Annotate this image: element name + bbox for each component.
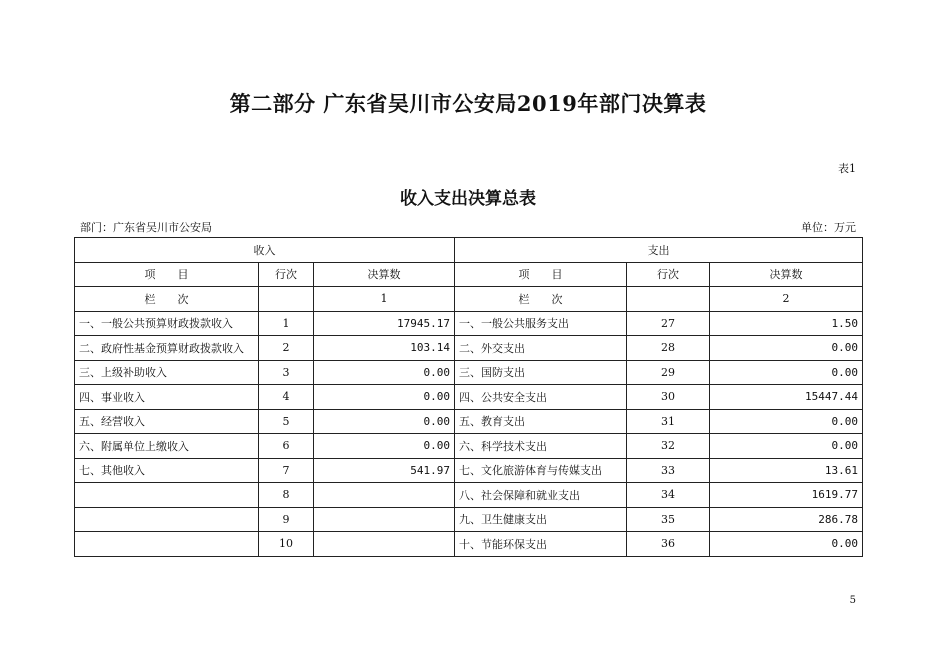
table-row [75, 385, 863, 410]
expense-rowno-cell: 32 [627, 434, 710, 459]
income-amount-cell: 0.00 [314, 360, 455, 385]
income-column-index: 1 [314, 287, 455, 312]
income-amount-cell: 17945.17 [314, 311, 455, 336]
income-amount-cell [314, 532, 455, 557]
income-amount-cell: 0.00 [314, 385, 455, 410]
page-number: 5 [849, 595, 856, 606]
expense-amount-cell: 15447.44 [710, 385, 863, 410]
income-lanci-label: 栏 次 [75, 287, 259, 312]
expense-lanci-label: 栏 次 [455, 287, 627, 312]
column-index-row [75, 287, 863, 312]
income-rowno-cell: 2 [259, 336, 314, 361]
expense-item-cell: 二、外交支出 [455, 336, 627, 361]
expense-amount-cell: 0.00 [710, 336, 863, 361]
table-row [75, 360, 863, 385]
group-header-row [75, 238, 863, 263]
income-item-cell: 六、附属单位上缴收入 [75, 434, 259, 459]
expense-group-header: 支出 [455, 238, 863, 263]
expense-item-cell: 八、社会保障和就业支出 [455, 483, 627, 508]
table-number: 表1 [838, 162, 856, 175]
income-rowno-cell: 4 [259, 385, 314, 410]
income-amount-cell [314, 507, 455, 532]
expense-rowno-cell: 30 [627, 385, 710, 410]
expense-amount-cell: 1.50 [710, 311, 863, 336]
table-row [75, 458, 863, 483]
income-item-cell: 七、其他收入 [75, 458, 259, 483]
income-item-cell [75, 483, 259, 508]
expense-rowno-cell: 33 [627, 458, 710, 483]
unit-label: 单位：万元 [801, 221, 856, 234]
income-item-cell: 五、经营收入 [75, 409, 259, 434]
table-row [75, 483, 863, 508]
expense-amount-cell: 1619.77 [710, 483, 863, 508]
income-group-header: 收入 [75, 238, 455, 263]
table-row [75, 336, 863, 361]
income-rowno-cell: 9 [259, 507, 314, 532]
income-amount-cell: 0.00 [314, 434, 455, 459]
income-rowno-cell: 6 [259, 434, 314, 459]
expense-item-cell: 三、国防支出 [455, 360, 627, 385]
expense-rowno-cell: 31 [627, 409, 710, 434]
expense-amount-header: 决算数 [710, 262, 863, 287]
expense-item-cell: 五、教育支出 [455, 409, 627, 434]
expense-amount-cell: 286.78 [710, 507, 863, 532]
income-amount-cell: 541.97 [314, 458, 455, 483]
income-rowno-header: 行次 [259, 262, 314, 287]
income-rowno-cell: 3 [259, 360, 314, 385]
income-amount-header: 决算数 [314, 262, 455, 287]
expense-rowno-cell: 35 [627, 507, 710, 532]
table-subtitle: 收入支出决算总表 [400, 189, 536, 209]
expense-rowno-cell: 29 [627, 360, 710, 385]
income-amount-cell: 103.14 [314, 336, 455, 361]
income-rowno-cell: 8 [259, 483, 314, 508]
income-item-cell: 一、一般公共预算财政拨款收入 [75, 311, 259, 336]
expense-lanci-empty [627, 287, 710, 312]
income-rowno-cell: 7 [259, 458, 314, 483]
table-row [75, 532, 863, 557]
expense-item-cell: 九、卫生健康支出 [455, 507, 627, 532]
expense-item-cell: 十、节能环保支出 [455, 532, 627, 557]
income-item-cell: 四、事业收入 [75, 385, 259, 410]
income-item-header: 项 目 [75, 262, 259, 287]
expense-item-cell: 一、一般公共服务支出 [455, 311, 627, 336]
income-lanci-empty [259, 287, 314, 312]
expense-amount-cell: 0.00 [710, 409, 863, 434]
expense-amount-cell: 0.00 [710, 360, 863, 385]
income-item-cell [75, 507, 259, 532]
table-row [75, 409, 863, 434]
expense-amount-cell: 13.61 [710, 458, 863, 483]
expense-column-index: 2 [710, 287, 863, 312]
expense-item-cell: 六、科学技术支出 [455, 434, 627, 459]
income-item-cell: 三、上级补助收入 [75, 360, 259, 385]
income-amount-cell: 0.00 [314, 409, 455, 434]
income-expense-table [74, 237, 863, 557]
income-rowno-cell: 5 [259, 409, 314, 434]
income-rowno-cell: 10 [259, 532, 314, 557]
table-row [75, 311, 863, 336]
document-title: 第二部分 广东省吴川市公安局2019年部门决算表 [229, 91, 707, 116]
expense-rowno-cell: 27 [627, 311, 710, 336]
expense-rowno-header: 行次 [627, 262, 710, 287]
expense-amount-cell: 0.00 [710, 532, 863, 557]
expense-item-header: 项 目 [455, 262, 627, 287]
income-item-cell: 二、政府性基金预算财政拨款收入 [75, 336, 259, 361]
expense-rowno-cell: 34 [627, 483, 710, 508]
table-row [75, 434, 863, 459]
expense-amount-cell: 0.00 [710, 434, 863, 459]
expense-item-cell: 四、公共安全支出 [455, 385, 627, 410]
income-item-cell [75, 532, 259, 557]
income-rowno-cell: 1 [259, 311, 314, 336]
column-header-row [75, 262, 863, 287]
expense-rowno-cell: 28 [627, 336, 710, 361]
department-label: 部门：广东省吴川市公安局 [80, 221, 212, 234]
expense-item-cell: 七、文化旅游体育与传媒支出 [455, 458, 627, 483]
table-row [75, 507, 863, 532]
income-amount-cell [314, 483, 455, 508]
expense-rowno-cell: 36 [627, 532, 710, 557]
